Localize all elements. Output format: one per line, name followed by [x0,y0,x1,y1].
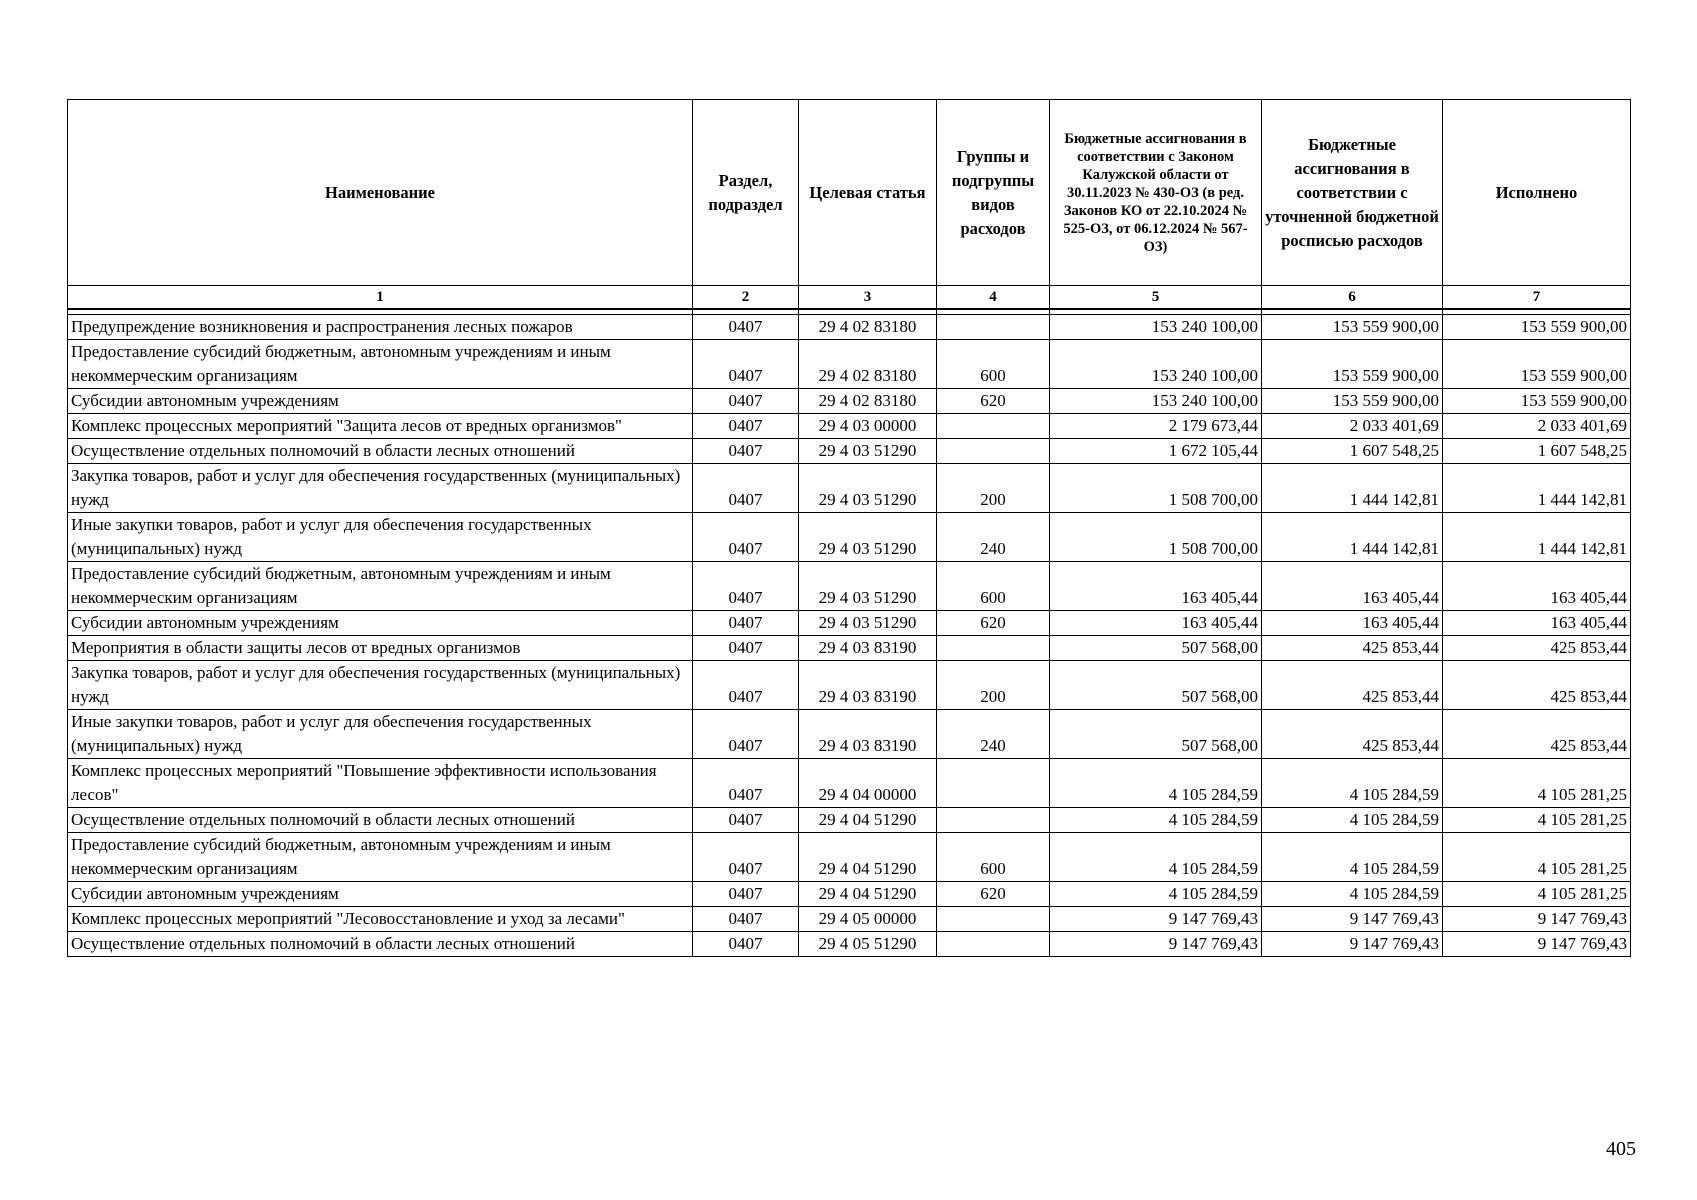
row-target: 29 4 03 51290 [799,439,937,464]
row-law-amount: 507 568,00 [1050,636,1262,661]
row-group [937,808,1050,833]
budget-table [67,99,1631,957]
row-section: 0407 [693,414,799,439]
row-refined-amount: 153 559 900,00 [1262,315,1443,340]
row-law-amount: 4 105 284,59 [1050,759,1262,808]
row-name: Предоставление субсидий бюджетным, автономным учреждениям и иным некоммерческим организациям [68,340,693,389]
row-target: 29 4 05 51290 [799,932,937,957]
row-executed-amount: 4 105 281,25 [1443,759,1631,808]
row-target: 29 4 03 83190 [799,710,937,759]
header-law: Бюджетные ассигнования в соответствии с Законом Калужской области от 30.11.2023 № 430-ОЗ (в ред. Законов КО от 22.10.2024 № 525-ОЗ, от 06.12.2024 № 567-ОЗ) [1050,100,1262,286]
row-executed-amount: 4 105 281,25 [1443,882,1631,907]
table-row [68,562,1631,611]
row-section: 0407 [693,833,799,882]
row-section: 0407 [693,611,799,636]
row-name: Иные закупки товаров, работ и услуг для обеспечения государственных (муниципальных) нужд [68,513,693,562]
row-section: 0407 [693,882,799,907]
row-group [937,439,1050,464]
row-target: 29 4 03 83190 [799,636,937,661]
row-executed-amount: 425 853,44 [1443,636,1631,661]
row-name: Иные закупки товаров, работ и услуг для обеспечения государственных (муниципальных) нужд [68,710,693,759]
row-law-amount: 507 568,00 [1050,661,1262,710]
table-row [68,611,1631,636]
table-row [68,513,1631,562]
row-target: 29 4 03 00000 [799,414,937,439]
row-group [937,907,1050,932]
row-group: 620 [937,611,1050,636]
row-target: 29 4 03 51290 [799,464,937,513]
row-executed-amount: 1 607 548,25 [1443,439,1631,464]
row-target: 29 4 02 83180 [799,315,937,340]
row-law-amount: 4 105 284,59 [1050,808,1262,833]
row-target: 29 4 04 00000 [799,759,937,808]
table-row [68,439,1631,464]
row-name: Предупреждение возникновения и распространения лесных пожаров [68,315,693,340]
row-name: Субсидии автономным учреждениям [68,882,693,907]
row-law-amount: 1 508 700,00 [1050,513,1262,562]
row-executed-amount: 2 033 401,69 [1443,414,1631,439]
page-number: 405 [1606,1138,1636,1160]
table-row [68,315,1631,340]
table-row [68,882,1631,907]
row-target: 29 4 05 00000 [799,907,937,932]
table-row [68,464,1631,513]
row-target: 29 4 02 83180 [799,389,937,414]
row-group: 600 [937,833,1050,882]
row-target: 29 4 03 51290 [799,611,937,636]
row-section: 0407 [693,340,799,389]
row-law-amount: 1 508 700,00 [1050,464,1262,513]
row-law-amount: 153 240 100,00 [1050,340,1262,389]
column-number: 4 [937,286,1050,310]
row-refined-amount: 1 444 142,81 [1262,513,1443,562]
row-name: Комплекс процессных мероприятий "Защита лесов от вредных организмов" [68,414,693,439]
row-section: 0407 [693,932,799,957]
row-name: Осуществление отдельных полномочий в области лесных отношений [68,439,693,464]
row-target: 29 4 04 51290 [799,808,937,833]
column-number: 3 [799,286,937,310]
table-body [68,309,1631,957]
row-law-amount: 163 405,44 [1050,611,1262,636]
row-executed-amount: 9 147 769,43 [1443,932,1631,957]
row-name: Мероприятия в области защиты лесов от вредных организмов [68,636,693,661]
column-number: 6 [1262,286,1443,310]
table-row [68,389,1631,414]
table-row [68,932,1631,957]
row-group [937,932,1050,957]
row-group [937,636,1050,661]
row-executed-amount: 425 853,44 [1443,661,1631,710]
table-row [68,636,1631,661]
row-refined-amount: 1 444 142,81 [1262,464,1443,513]
row-law-amount: 163 405,44 [1050,562,1262,611]
table-row [68,759,1631,808]
row-group [937,315,1050,340]
row-executed-amount: 153 559 900,00 [1443,315,1631,340]
column-number: 7 [1443,286,1631,310]
row-law-amount: 9 147 769,43 [1050,932,1262,957]
row-section: 0407 [693,759,799,808]
row-group: 200 [937,464,1050,513]
row-executed-amount: 1 444 142,81 [1443,513,1631,562]
row-name: Предоставление субсидий бюджетным, автономным учреждениям и иным некоммерческим организациям [68,833,693,882]
table-row [68,414,1631,439]
row-refined-amount: 4 105 284,59 [1262,833,1443,882]
row-target: 29 4 04 51290 [799,833,937,882]
row-refined-amount: 2 033 401,69 [1262,414,1443,439]
row-section: 0407 [693,389,799,414]
row-section: 0407 [693,636,799,661]
row-target: 29 4 03 51290 [799,513,937,562]
row-refined-amount: 4 105 284,59 [1262,882,1443,907]
row-section: 0407 [693,315,799,340]
row-name: Комплекс процессных мероприятий "Повышение эффективности использования лесов" [68,759,693,808]
row-name: Субсидии автономным учреждениям [68,389,693,414]
row-section: 0407 [693,464,799,513]
row-refined-amount: 4 105 284,59 [1262,759,1443,808]
row-executed-amount: 425 853,44 [1443,710,1631,759]
header-name: Наименование [68,100,693,286]
row-section: 0407 [693,710,799,759]
table-row [68,808,1631,833]
row-group: 600 [937,562,1050,611]
row-target: 29 4 04 51290 [799,882,937,907]
row-section: 0407 [693,562,799,611]
row-group: 240 [937,710,1050,759]
row-refined-amount: 9 147 769,43 [1262,907,1443,932]
row-section: 0407 [693,661,799,710]
row-group: 620 [937,389,1050,414]
column-number: 5 [1050,286,1262,310]
row-refined-amount: 425 853,44 [1262,636,1443,661]
row-refined-amount: 1 607 548,25 [1262,439,1443,464]
row-refined-amount: 153 559 900,00 [1262,389,1443,414]
row-law-amount: 2 179 673,44 [1050,414,1262,439]
row-refined-amount: 425 853,44 [1262,710,1443,759]
row-section: 0407 [693,907,799,932]
table-row [68,907,1631,932]
header-refined: Бюджетные ассигнования в соответствии с уточненной бюджетной росписью расходов [1262,100,1443,286]
row-refined-amount: 9 147 769,43 [1262,932,1443,957]
row-group: 620 [937,882,1050,907]
row-target: 29 4 03 51290 [799,562,937,611]
row-name: Субсидии автономным учреждениям [68,611,693,636]
row-group: 600 [937,340,1050,389]
row-law-amount: 507 568,00 [1050,710,1262,759]
column-number: 2 [693,286,799,310]
row-group: 200 [937,661,1050,710]
row-executed-amount: 153 559 900,00 [1443,389,1631,414]
row-executed-amount: 1 444 142,81 [1443,464,1631,513]
header-target: Целевая статья [799,100,937,286]
row-law-amount: 9 147 769,43 [1050,907,1262,932]
row-law-amount: 153 240 100,00 [1050,315,1262,340]
row-section: 0407 [693,513,799,562]
row-law-amount: 4 105 284,59 [1050,833,1262,882]
row-refined-amount: 4 105 284,59 [1262,808,1443,833]
row-refined-amount: 163 405,44 [1262,611,1443,636]
header-groups: Группы и подгруппы видов расходов [937,100,1050,286]
row-law-amount: 4 105 284,59 [1050,882,1262,907]
row-executed-amount: 163 405,44 [1443,562,1631,611]
table-row [68,833,1631,882]
row-section: 0407 [693,808,799,833]
row-executed-amount: 4 105 281,25 [1443,833,1631,882]
row-refined-amount: 163 405,44 [1262,562,1443,611]
table-row [68,661,1631,710]
row-target: 29 4 02 83180 [799,340,937,389]
row-name: Осуществление отдельных полномочий в области лесных отношений [68,932,693,957]
column-number: 1 [68,286,693,310]
row-name: Предоставление субсидий бюджетным, автономным учреждениям и иным некоммерческим организациям [68,562,693,611]
header-section: Раздел, подраздел [693,100,799,286]
row-name: Комплекс процессных мероприятий "Лесовосстановление и уход за лесами" [68,907,693,932]
row-executed-amount: 4 105 281,25 [1443,808,1631,833]
table-row [68,710,1631,759]
row-refined-amount: 425 853,44 [1262,661,1443,710]
row-executed-amount: 9 147 769,43 [1443,907,1631,932]
header-executed: Исполнено [1443,100,1631,286]
row-name: Закупка товаров, работ и услуг для обеспечения государственных (муниципальных) нужд [68,661,693,710]
row-group [937,414,1050,439]
row-refined-amount: 153 559 900,00 [1262,340,1443,389]
row-target: 29 4 03 83190 [799,661,937,710]
row-section: 0407 [693,439,799,464]
row-name: Закупка товаров, работ и услуг для обеспечения государственных (муниципальных) нужд [68,464,693,513]
row-group [937,759,1050,808]
row-law-amount: 153 240 100,00 [1050,389,1262,414]
row-name: Осуществление отдельных полномочий в области лесных отношений [68,808,693,833]
table-row [68,340,1631,389]
table-header [68,100,1631,310]
row-law-amount: 1 672 105,44 [1050,439,1262,464]
row-executed-amount: 153 559 900,00 [1443,340,1631,389]
row-group: 240 [937,513,1050,562]
row-executed-amount: 163 405,44 [1443,611,1631,636]
